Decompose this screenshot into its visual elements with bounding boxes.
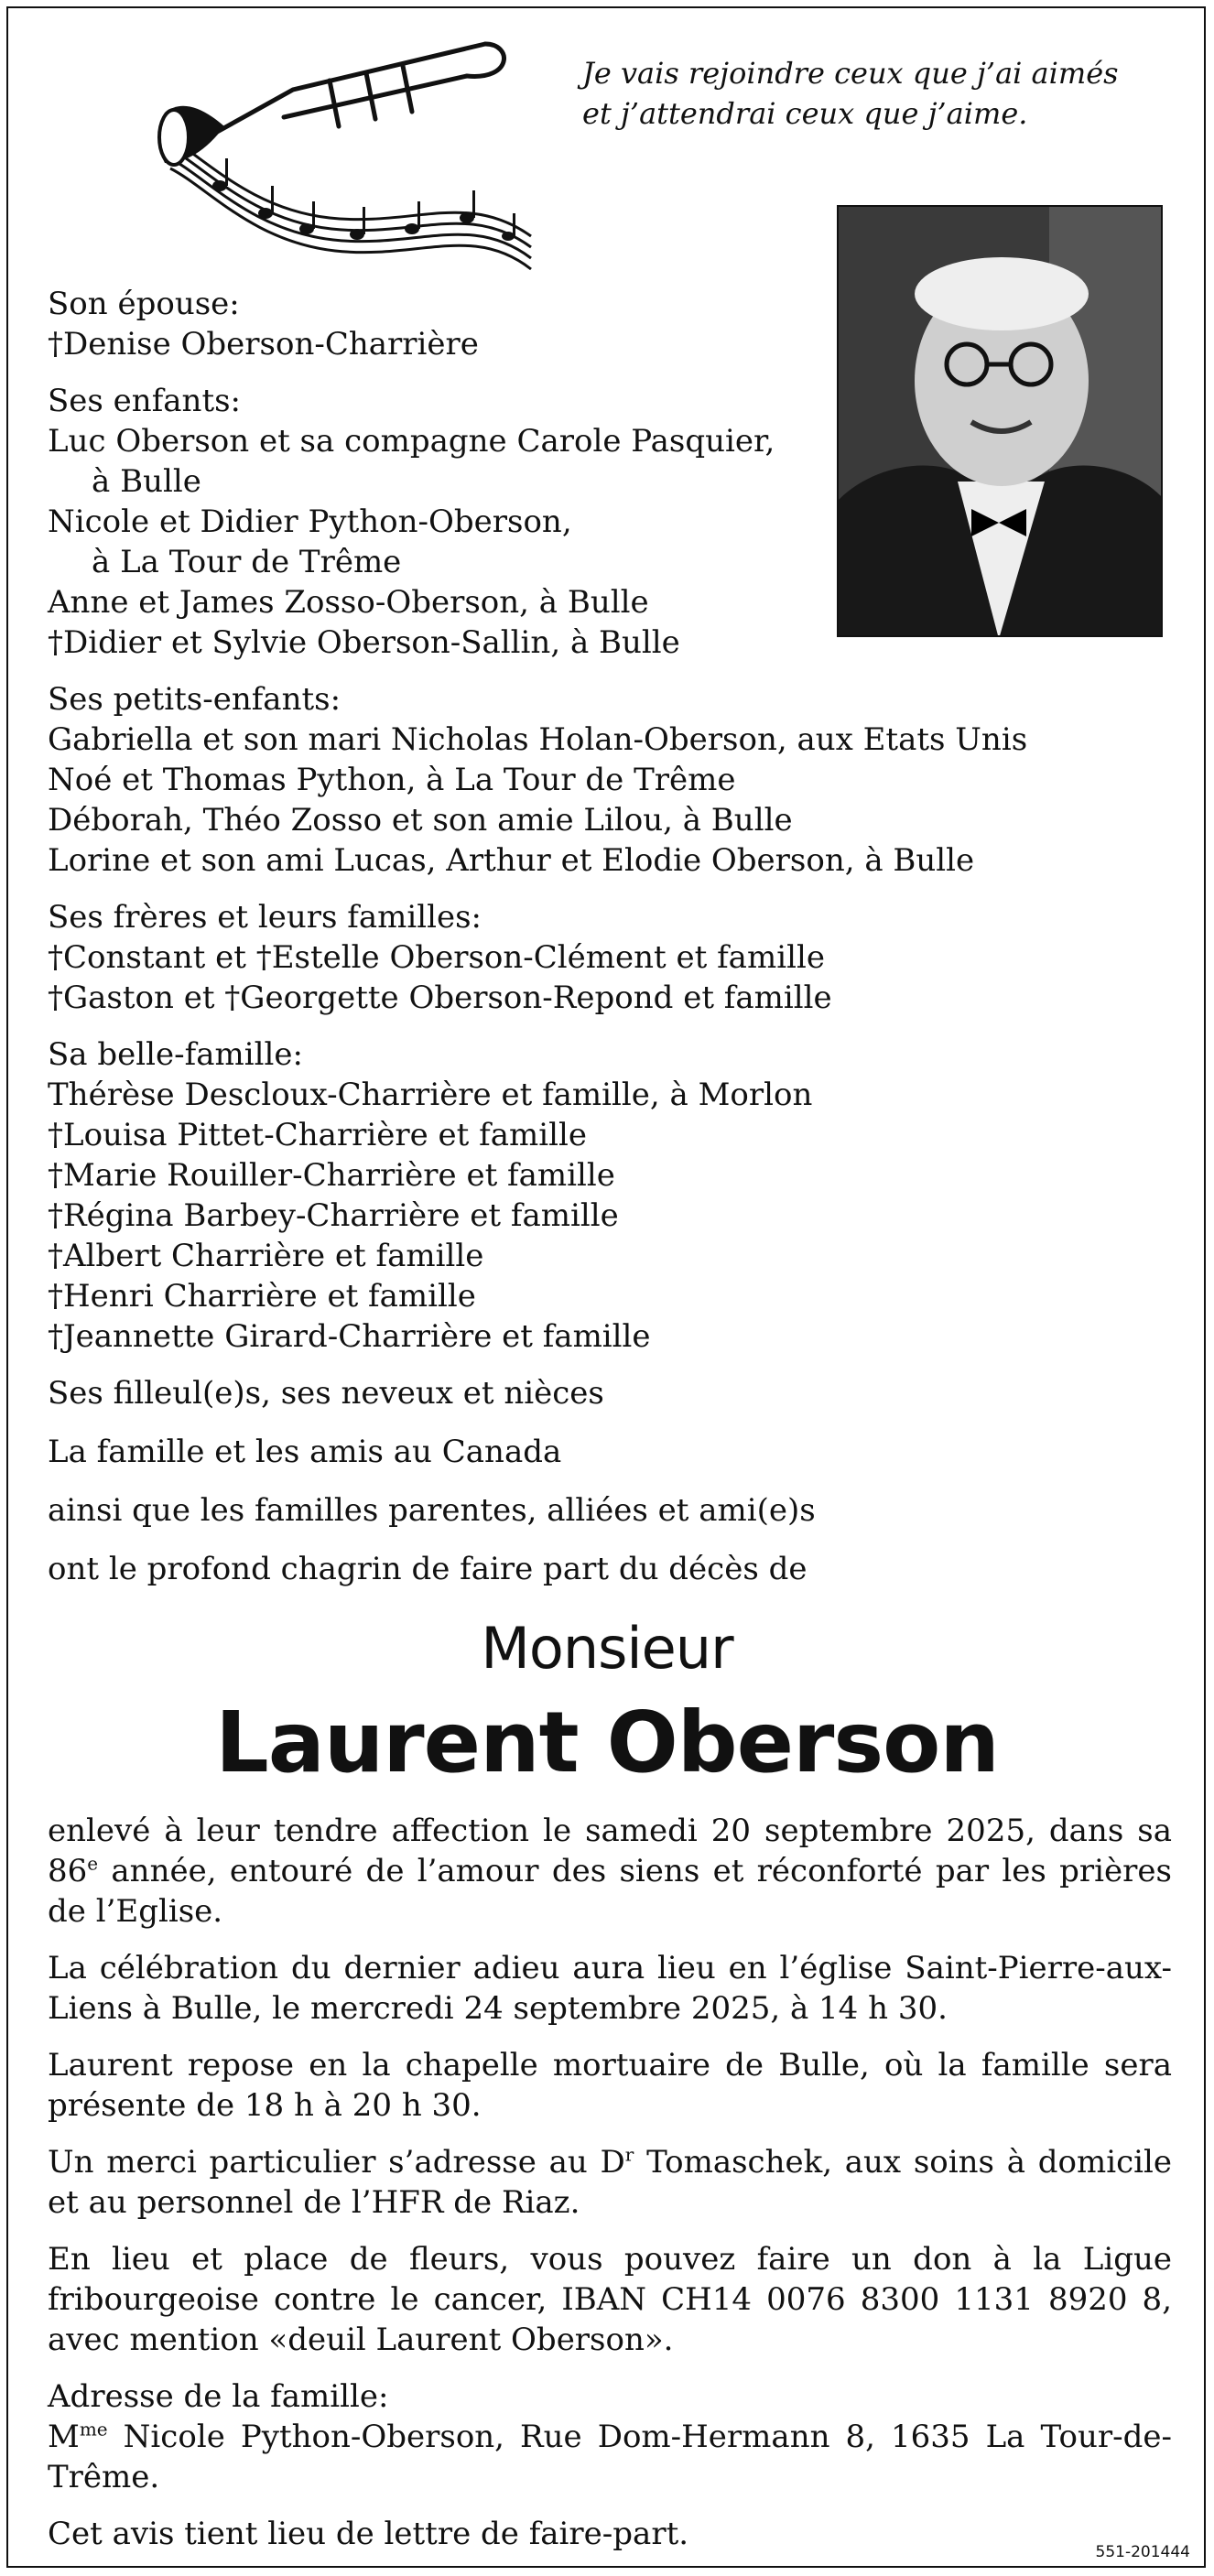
family-group-spouse: [48, 284, 1174, 364]
family-group-in-laws: [48, 1034, 1174, 1357]
thanks-text: Un merci particulier s’adresse au D: [48, 2144, 625, 2181]
death-paragraph: [48, 1811, 1172, 1932]
relatives-line: ainsi que les familles parentes, alliées et ami(e)s: [48, 1492, 816, 1529]
ceremony-paragraph: La célébration du dernier adieu aura lieu en l’église Saint-Pierre-aux-Liens à Bulle, le mercredi 24 septembre 2025, à 14 h 30.: [48, 1950, 1172, 2027]
family-member: Gabriella et son mari Nicholas Holan-Oberson, aux Etats Unis: [48, 721, 1028, 758]
announcement-line: ont le profond chagrin de faire part du décès de: [48, 1551, 808, 1587]
address-prefix: M: [48, 2419, 80, 2455]
epigraph-quote: [582, 53, 1168, 134]
family-group-children: [48, 381, 1174, 663]
family-member: Nicole et Didier Python-Oberson,: [48, 503, 572, 540]
death-text-cont: année, entouré de l’amour des siens et réconforté par les prières de l’Eglise.: [48, 1853, 1172, 1930]
family-group-grandchildren: [48, 679, 1174, 881]
thanks-paragraph: [48, 2142, 1172, 2223]
group-heading: Ses petits-enfants:: [48, 681, 341, 718]
address-paragraph: [48, 2376, 1172, 2497]
death-text: enlevé à leur tendre affection le samedi 20 septembre 2025, dans sa 86: [48, 1813, 1172, 1889]
address-text: Nicole Python-Oberson, Rue Dom-Hermann 8, 1635 La Tour-de-Trême.: [48, 2419, 1172, 2495]
ordinal-suffix: e: [87, 1852, 99, 1875]
family-group-siblings: [48, 897, 1174, 1018]
family-member: Lorine et son ami Lucas, Arthur et Elodie Oberson, à Bulle: [48, 842, 975, 879]
family-list: [48, 284, 1174, 1607]
family-member: †Marie Rouiller-Charrière et famille: [48, 1157, 615, 1194]
quote-line: Je vais rejoindre ceux que j’ai aimés: [582, 56, 1119, 91]
group-heading: Ses frères et leurs familles:: [48, 899, 482, 936]
family-member: Anne et James Zosso-Oberson, à Bulle: [48, 584, 649, 621]
family-member: †Louisa Pittet-Charrière et famille: [48, 1117, 587, 1153]
family-member: †Constant et †Estelle Oberson-Clément et famille: [48, 939, 825, 976]
family-member: †Gaston et †Georgette Oberson-Repond et famille: [48, 980, 832, 1016]
honorific: Monsieur: [481, 1615, 733, 1682]
group-heading: Ses enfants:: [48, 383, 242, 419]
group-heading: Son épouse:: [48, 286, 240, 322]
family-member: †Jeannette Girard-Charrière et famille: [48, 1318, 651, 1355]
family-member: †Régina Barbey-Charrière et famille: [48, 1197, 619, 1234]
reference-number: 551-201444: [1095, 2543, 1190, 2561]
family-member-location: à La Tour de Trême: [92, 544, 402, 580]
family-member: Noé et Thomas Python, à La Tour de Trême: [48, 762, 736, 798]
address-heading: Adresse de la famille:: [48, 2378, 389, 2415]
title-suffix: r: [624, 2143, 634, 2166]
deceased-name: Laurent Oberson: [215, 1694, 999, 1791]
group-heading: Sa belle-famille:: [48, 1036, 303, 1073]
address-title-suffix: me: [79, 2418, 108, 2441]
family-member: Luc Oberson et sa compagne Carole Pasquier,: [48, 423, 775, 460]
family-member: †Denise Oberson-Charrière: [48, 326, 479, 363]
family-member: Déborah, Théo Zosso et son amie Lilou, à Bulle: [48, 802, 793, 839]
trumpet-with-music-notes-icon: [146, 26, 549, 282]
family-member: †Henri Charrière et famille: [48, 1278, 476, 1315]
godchildren-line: Ses filleul(e)s, ses neveux et nièces: [48, 1375, 604, 1412]
viewing-paragraph: Laurent repose en la chapelle mortuaire de Bulle, où la famille sera présente de 18 h à 20 h 30.: [48, 2047, 1172, 2124]
closing-line: Cet avis tient lieu de lettre de faire-part.: [48, 2516, 689, 2552]
obituary-body: [48, 1811, 1172, 2571]
quote-line: et j’attendrai ceux que j’aime.: [582, 96, 1028, 131]
family-member: †Albert Charrière et famille: [48, 1238, 484, 1274]
family-member-location: à Bulle: [92, 463, 201, 500]
family-member: Thérèse Descloux-Charrière et famille, à Morlon: [48, 1077, 813, 1113]
thanks-text-cont: Tomaschek, aux soins à domicile et au personnel de l’HFR de Riaz.: [48, 2144, 1172, 2221]
family-member: †Didier et Sylvie Oberson-Sallin, à Bulle: [48, 624, 680, 661]
canada-family-line: La famille et les amis au Canada: [48, 1434, 562, 1470]
donation-paragraph: En lieu et place de fleurs, vous pouvez faire un don à la Ligue fribourgeoise contre le cancer, IBAN CH14 0076 8300 1131 8920 8, avec mention «deuil Laurent Oberson».: [48, 2241, 1172, 2358]
